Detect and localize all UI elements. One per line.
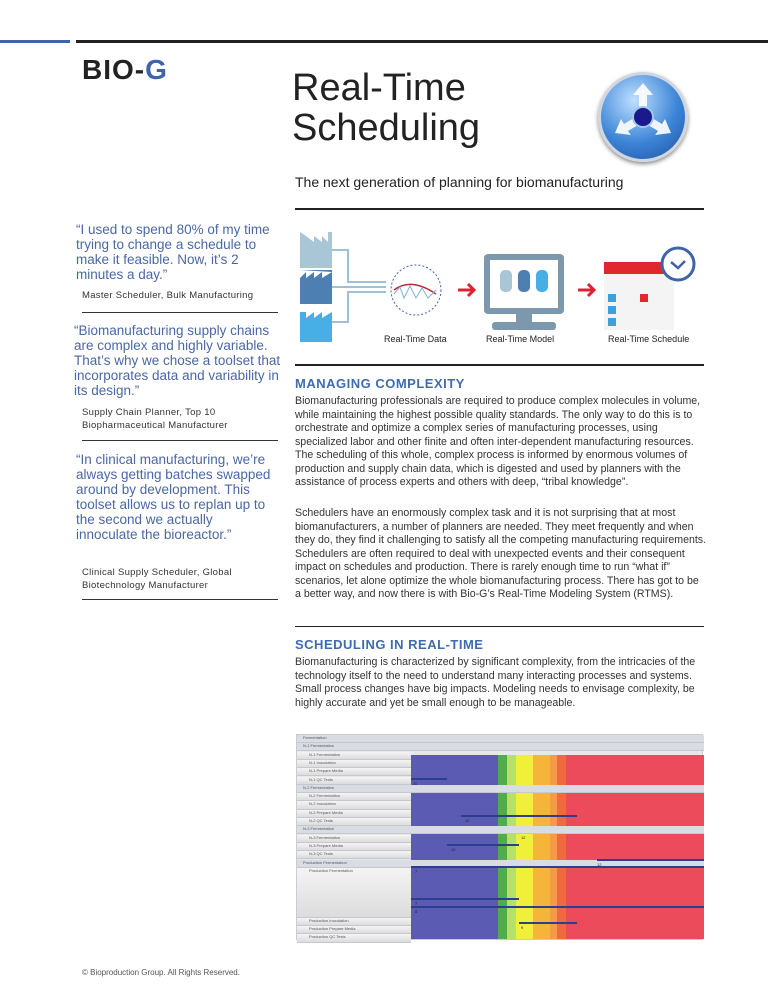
heading-scheduling-in-real-time: SCHEDULING IN REAL-TIME [295, 637, 484, 652]
schedule-band [566, 755, 704, 939]
quote-3: “In clinical manufacturing, we’re always getting batches swapped around by development. This toolset allows us to replan up to the second we actually innoculate the bioreactor.” [76, 452, 271, 542]
bio-g-logo [82, 54, 168, 86]
gantt-bar-label: 7 [415, 869, 418, 874]
monitor-icon [484, 254, 564, 330]
gantt-task-row[interactable]: Production Inoculation [297, 918, 411, 926]
gantt-task-bar[interactable] [461, 815, 577, 817]
calendar-icon [604, 248, 694, 330]
gantt-task-row[interactable]: N-2 Fermentation [297, 793, 411, 801]
paragraph: Biomanufacturing is characterized by significant complexity, from the intricacies of the technology itself to the need to understand many interacting processes and systems. Small process changes have big impacts. Modeling needs to envisage complexity, be highly accurate and yet be small enough to be manageable. [295, 656, 696, 709]
quote-divider [82, 312, 278, 313]
quote-2: “Biomanufacturing supply chains are complex and highly variable. That’s why we chose a toolset that incorporates data and variability in its design.” [74, 323, 281, 398]
section-rule [295, 364, 704, 366]
gantt-bar-label: 12 [451, 847, 456, 852]
gantt-task-row[interactable]: Production Fermentation [297, 868, 411, 918]
gantt-task-row[interactable]: N-2 Inoculation [297, 801, 411, 809]
title-line-2: Scheduling [292, 107, 481, 149]
gantt-task-bar[interactable] [411, 866, 704, 868]
schedule-band [498, 755, 507, 939]
page-title [292, 68, 480, 148]
heading-managing-complexity: MANAGING COMPLEXITY [295, 376, 465, 391]
gantt-group-row[interactable]: Fermentation [297, 735, 704, 743]
caption-real-time-data: Real-Time Data [384, 334, 447, 344]
process-diagram [296, 232, 706, 347]
data-chart-icon [391, 265, 441, 315]
gantt-task-row[interactable]: N-3 Prepare Media [297, 843, 411, 851]
schedule-band [516, 755, 533, 939]
gantt-bar-label: 12 [465, 818, 470, 823]
caption-real-time-model: Real-Time Model [486, 334, 555, 344]
schedule-band [533, 755, 550, 939]
logo-text: BIO- [82, 54, 146, 85]
quote-1: “I used to spend 80% of my time trying to change a schedule to make it feasible. Now, it’s 2 minutes a day.” [76, 222, 270, 282]
gantt-bar-label: 11 [413, 781, 418, 786]
gantt-group-row[interactable]: N-1 Fermentation [297, 743, 704, 751]
schedule-band [550, 755, 557, 939]
copyright-footer: © Bioproduction Group. All Rights Reserved. [82, 968, 240, 977]
gantt-task-row[interactable]: N-1 Fermentation [297, 752, 411, 760]
quote-divider [82, 599, 278, 600]
quote-1-attribution: Master Scheduler, Bulk Manufacturing [82, 290, 254, 301]
gantt-task-bar[interactable] [447, 844, 519, 846]
gantt-bar-label: 12 [521, 835, 526, 840]
gantt-task-row[interactable]: N-2 QC Tests [297, 818, 411, 826]
subtitle: The next generation of planning for biomanufacturing [295, 174, 624, 190]
schedule-band [557, 755, 566, 939]
paragraph: Biomanufacturing professionals are required to produce complex molecules in volume, while maintaining the highest possible quality standards. The only way to do this is to orchestrate and optimize a complex series of manufacturing processes, using specialized labor and other finite and often inter-dependent manufacturing resources. The scheduling of this whole, complex process is informed by enormous volumes of production and supply chain data, which is digested and used by planners with the assistance of process experts and others with deep, “tribal knowledge”. [295, 395, 701, 488]
gantt-task-row[interactable]: N-1 QC Tests [297, 777, 411, 785]
quote-3-attribution: Clinical Supply Scheduler, Global Biotechnology Manufacturer [82, 567, 232, 591]
paragraph: Schedulers have an enormously complex task and it is not surprising that at most biomanufacturers, a number of planners are needed. They meet frequently and when they do, they find it challenging to satisfy all the competing manufacturing requirements. Schedulers are often required to deal with unexpected events and their consequent impact on schedules and production. There is rarely enough time to run “what if” scenarios, let alone optimize the whole biomanufacturing process. There has got to be a better way, and now there is with Bio-G’s Real-Time Modeling System (RTMS). [295, 507, 707, 600]
arrow-icon [578, 284, 594, 296]
gantt-task-bar[interactable] [411, 778, 447, 780]
gantt-task-row[interactable]: N-1 Inoculation [297, 760, 411, 768]
gantt-task-bar[interactable] [411, 898, 519, 900]
header-accent-rule [0, 40, 70, 43]
gantt-task-bar[interactable] [411, 906, 704, 908]
title-line-1: Real-Time [292, 67, 466, 109]
arrow-icon [458, 284, 474, 296]
gantt-task-row[interactable]: Production Prepare Media [297, 926, 411, 934]
schedule-band [507, 755, 516, 939]
caption-real-time-schedule: Real-Time Schedule [608, 334, 690, 344]
gantt-group-row[interactable]: N-3 Fermentation [297, 826, 704, 834]
gantt-bar-label: 9 [521, 925, 524, 930]
gantt-group-row[interactable]: N-2 Fermentation [297, 785, 704, 793]
gantt-task-row[interactable]: N-2 Prepare Media [297, 810, 411, 818]
gantt-bar-label: 7 [415, 901, 418, 906]
gantt-task-bar[interactable] [519, 922, 577, 924]
scheduling-globe-icon [598, 72, 688, 162]
diagram-graphic [296, 232, 706, 342]
section-rule [295, 626, 704, 627]
gantt-bar-label: 12 [597, 862, 602, 867]
gantt-task-row[interactable]: N-1 Prepare Media [297, 768, 411, 776]
gantt-task-row[interactable]: Production QC Tests [297, 934, 411, 942]
gantt-task-bar[interactable] [597, 859, 704, 861]
gantt-schedule-screenshot [296, 734, 703, 940]
gantt-bar-label: 8 [415, 909, 418, 914]
subtitle-rule [295, 208, 704, 210]
gantt-task-row[interactable]: N-3 QC Tests [297, 851, 411, 859]
quote-divider [82, 440, 278, 441]
gantt-group-row[interactable]: Production Fermentation [297, 860, 704, 868]
quote-2-attribution: Supply Chain Planner, Top 10 Biopharmaceutical Manufacturer [82, 407, 228, 431]
header-rule [76, 40, 768, 43]
factory-icons [300, 232, 386, 342]
logo-accent: G [145, 54, 168, 85]
gantt-task-row[interactable]: N-3 Fermentation [297, 835, 411, 843]
